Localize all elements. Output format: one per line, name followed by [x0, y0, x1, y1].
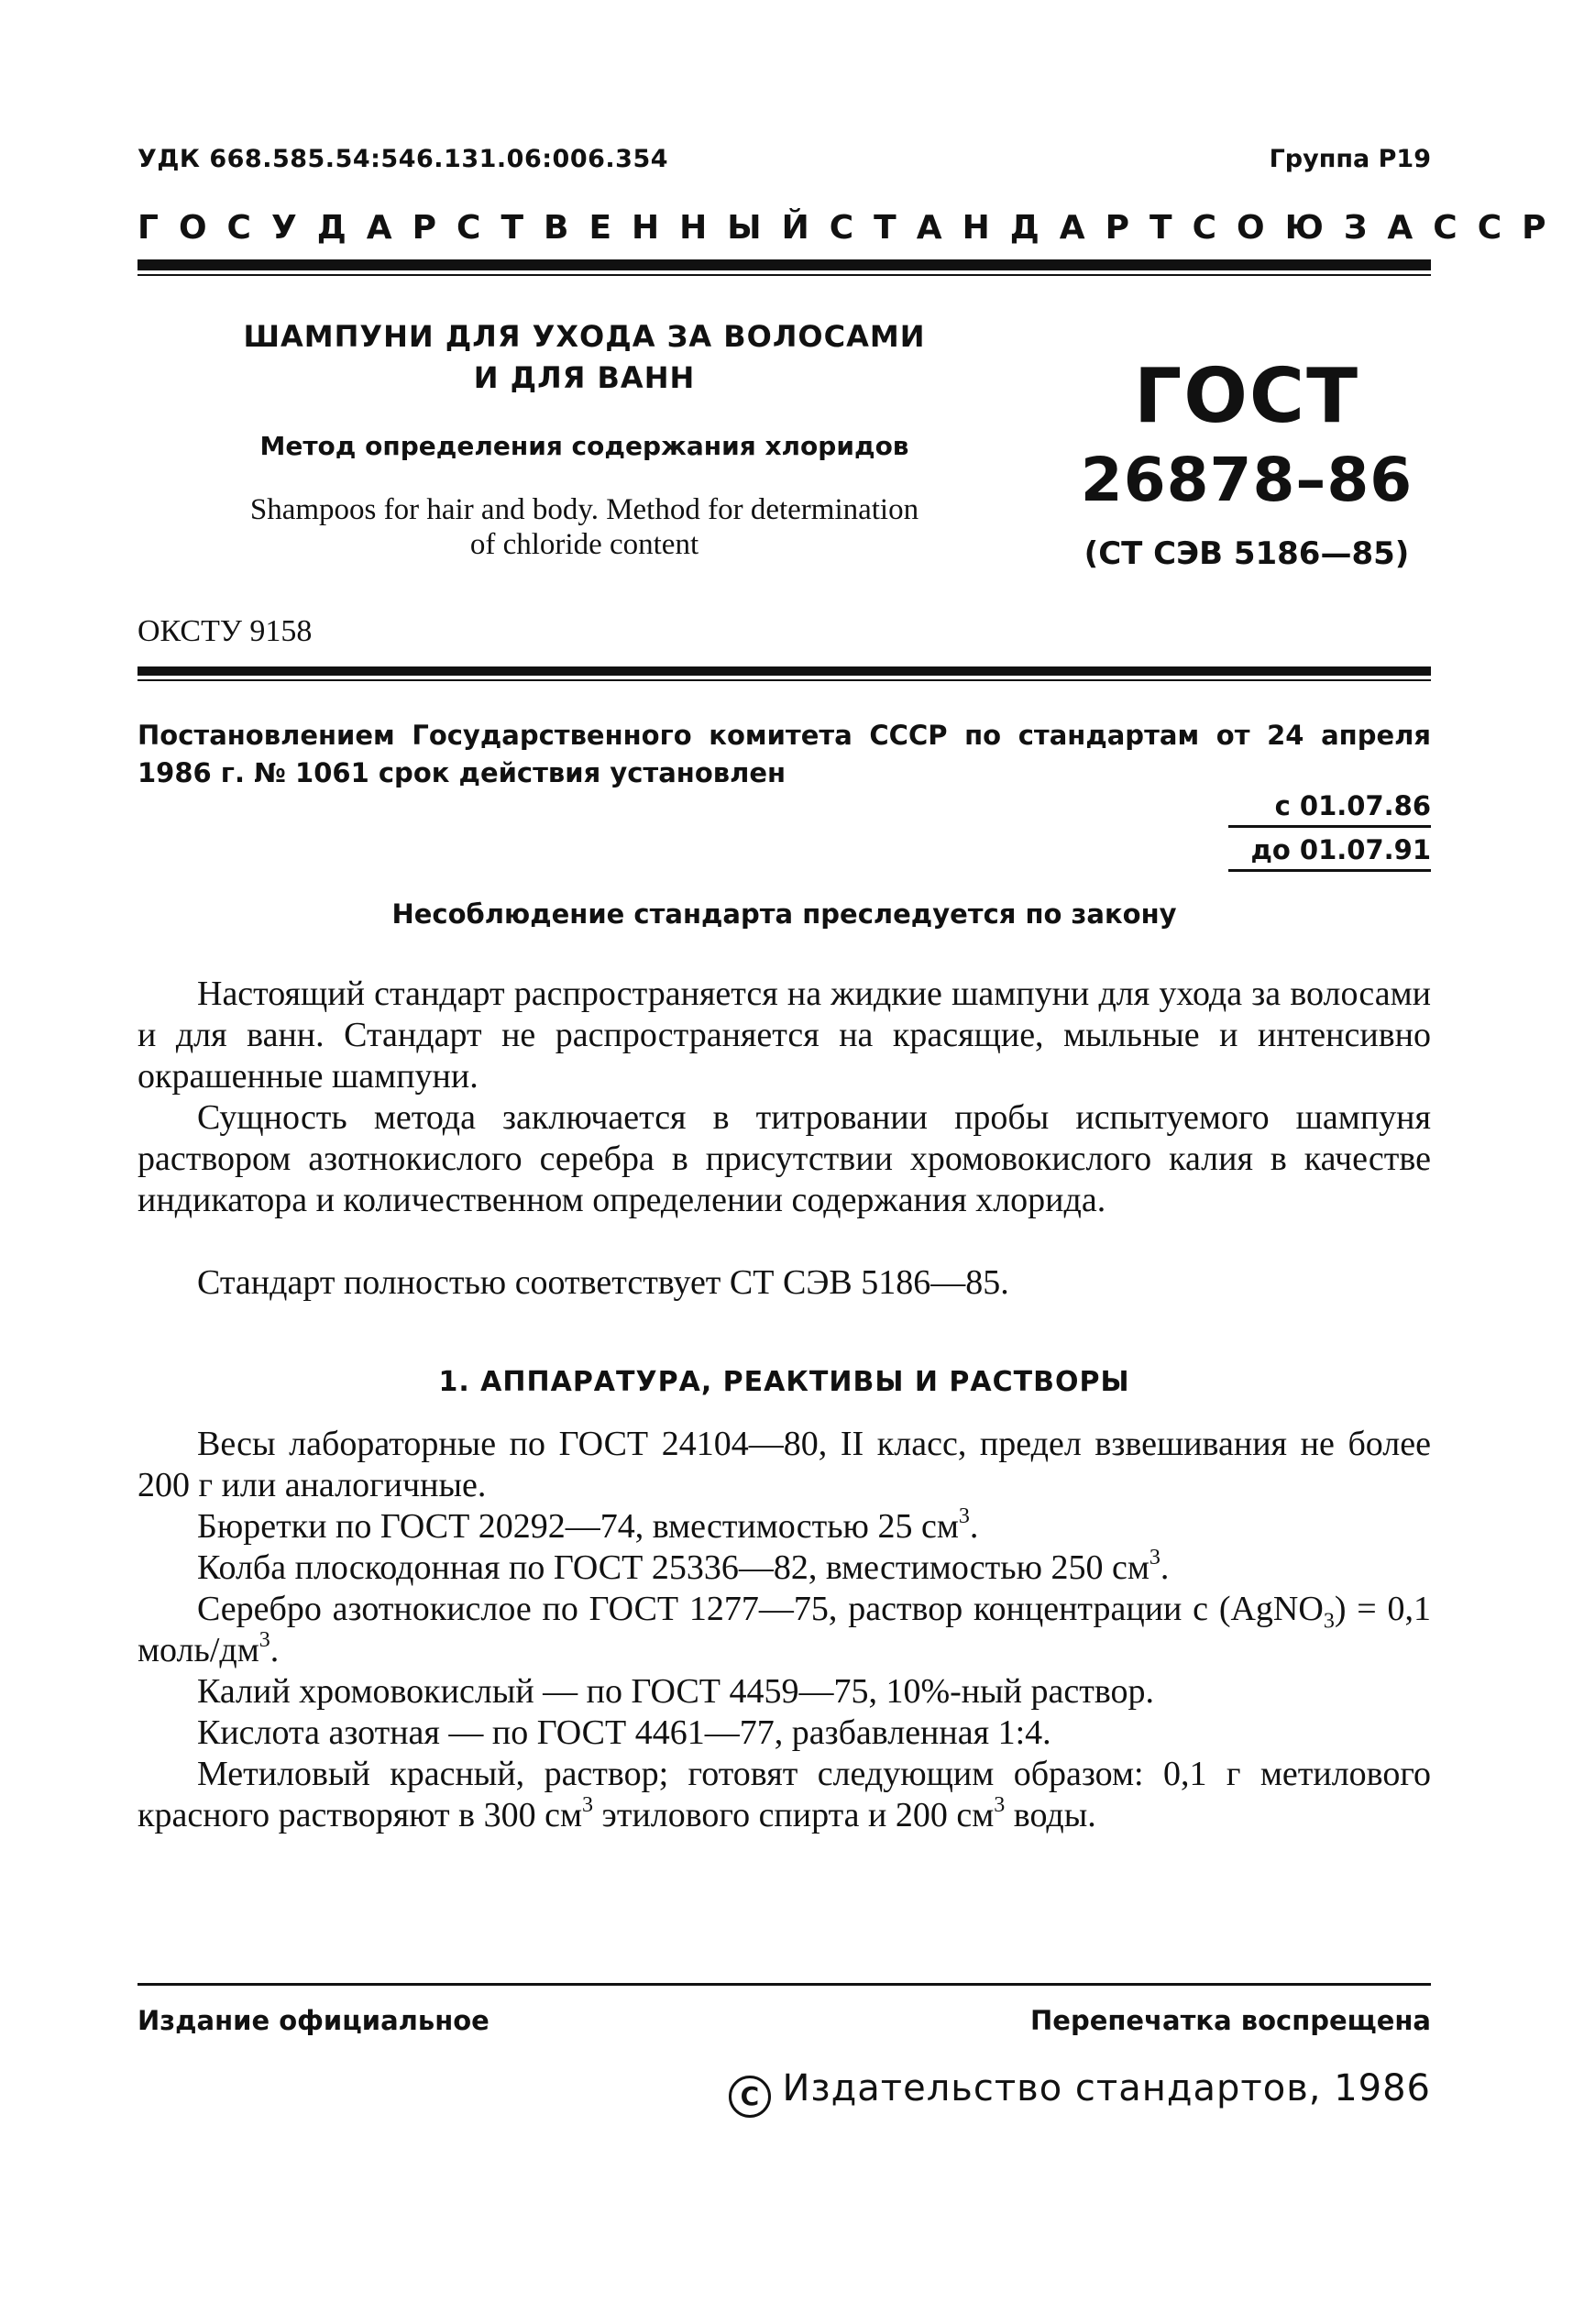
- publisher-line: [729, 2067, 1431, 2118]
- gost-label: ГОСТ: [1133, 353, 1360, 440]
- effective-date-to: до 01.07.91: [1250, 834, 1431, 865]
- edition-label: Издание официальное: [138, 2005, 490, 2036]
- date-underline: [1228, 869, 1431, 872]
- group-code: Группа Р19: [1269, 145, 1431, 173]
- paragraph: Метиловый красный, раствор; готовят следующим образом: 0,1 г метилового красного растворяют в 300 $см^3$ этилового спирта и 200 $см^3$ воды.: [138, 1755, 1431, 1834]
- paragraph: Бюретки по ГОСТ 20292—74, вместимостью 25 $см^3$.: [197, 1504, 979, 1546]
- okstu-code: ОКСТУ 9158: [138, 614, 313, 648]
- copyright-icon: C: [729, 2076, 771, 2118]
- reprint-notice: Перепечатка воспрещена: [1030, 2005, 1431, 2036]
- divider-thin: [138, 679, 1431, 681]
- english-title: Shampoos for hair and body. Method for determination of chloride content: [249, 493, 919, 561]
- paragraph: Кислота азотная — по ГОСТ 4461—77, разбавленная 1:4.: [197, 1713, 1051, 1752]
- law-notice: Несоблюдение стандарта преследуется по закону: [391, 898, 1177, 930]
- section-heading: 1. АППАРАТУРА, РЕАКТИВЫ И РАСТВОРЫ: [438, 1366, 1130, 1398]
- divider-thick: [138, 259, 1431, 270]
- paragraph: Калий хромовокислый — по ГОСТ 4459—75, 10%-ный раствор.: [197, 1672, 1155, 1711]
- st-sev-reference: (СТ СЭВ 5186—85): [1084, 535, 1410, 572]
- decree-text: Постановлением Государственного комитета СССР по стандартам от 24 апреля 1986 г. № 1061 срок действия установлен: [138, 720, 1431, 788]
- effective-date-from: с 01.07.86: [1274, 790, 1431, 821]
- paragraph: Колба плоскодонная по ГОСТ 25336—82, вместимостью 250 $см^3$.: [197, 1546, 1170, 1587]
- paragraph: Стандарт полностью соответствует СТ СЭВ 5186—85.: [197, 1263, 1009, 1302]
- paragraph: Сущность метода заключается в титровании пробы испытуемого шампуня раствором азотнокислого серебра в присутствии хромовокислого калия в качестве индикатора и количественном определении содержания хлорида.: [138, 1098, 1431, 1219]
- publisher-name: Издательство стандартов, 1986: [782, 2067, 1431, 2109]
- divider-thick: [138, 666, 1431, 676]
- udk-code: УДК 668.585.54:546.131.06:006.354: [138, 145, 669, 173]
- state-standard-word: ГОСУДАРСТВЕННЫЙ: [138, 209, 830, 247]
- standard-title-line2: И ДЛЯ ВАНН: [473, 360, 696, 395]
- paragraph: Серебро азотнокислое по ГОСТ 1277—75, раствор концентрации с (AgNO$_3$) = 0,1 моль/$дм^3$.: [138, 1590, 1431, 1669]
- date-underline: [1228, 825, 1431, 828]
- paragraph: Настоящий стандарт распространяется на жидкие шампуни для ухода за волосами и для ванн. Стандарт не распространяется на красящие, мыльные и интенсивно окрашенные шампуни.: [138, 975, 1431, 1096]
- state-standard-word: ССР: [1433, 209, 1567, 247]
- method-title: Метод определения содержания хлоридов: [259, 431, 909, 461]
- gost-number: 26878–86: [1080, 445, 1414, 515]
- state-standard-heading: [138, 209, 1567, 247]
- divider-thin: [138, 274, 1431, 276]
- paragraph: Весы лабораторные по ГОСТ 24104—80, II класс, предел взвешивания не более 200 г или аналогичные.: [138, 1425, 1431, 1504]
- standard-title-line1: ШАМПУНИ ДЛЯ УХОДА ЗА ВОЛОСАМИ: [243, 319, 926, 354]
- state-standard-word: СТАНДАРТ: [829, 209, 1193, 247]
- state-standard-word: СОЮЗА: [1192, 209, 1434, 247]
- footer-divider: [138, 1983, 1431, 1986]
